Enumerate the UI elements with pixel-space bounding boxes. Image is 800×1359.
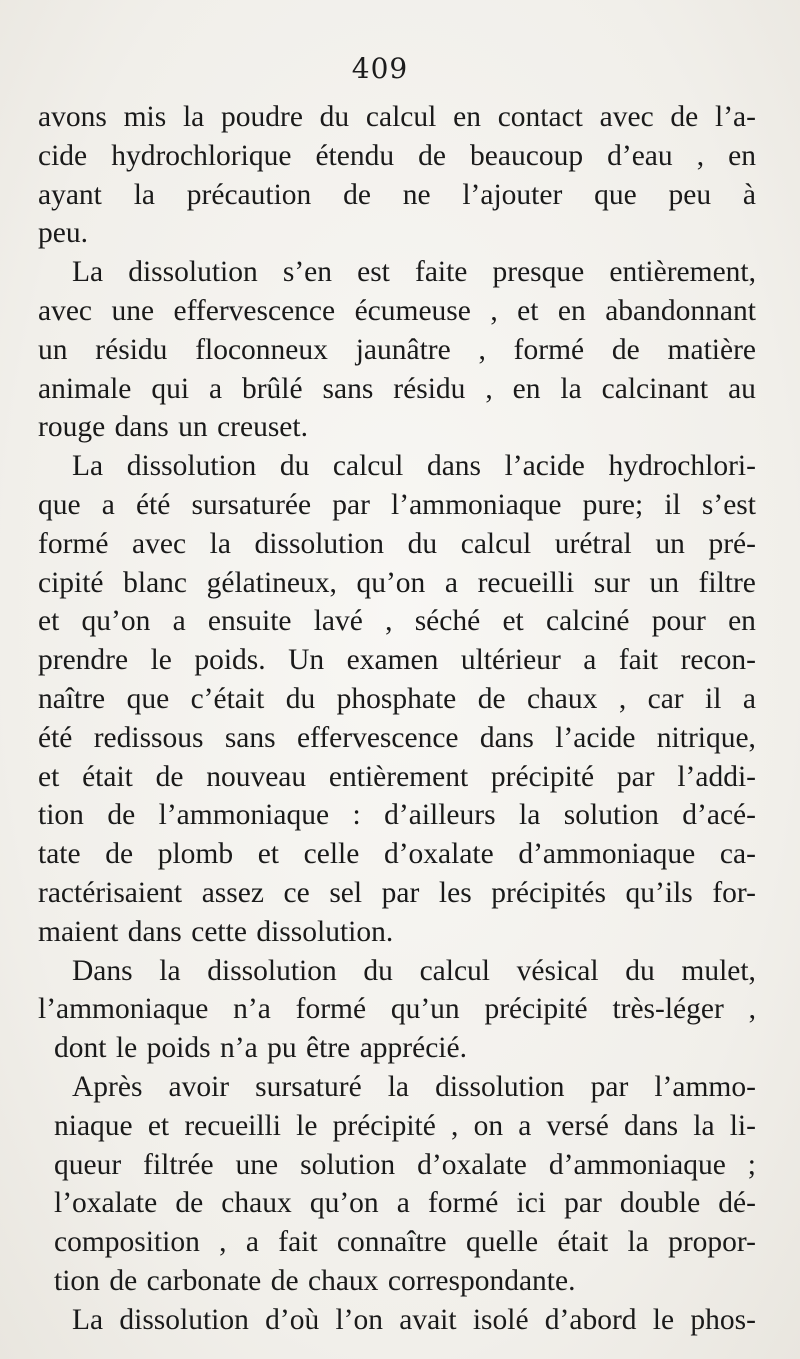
text-line: cide hydrochlorique étendu de beaucoup d’eau , en (38, 139, 756, 172)
body-text (38, 98, 756, 1340)
text-line: prendre le poids. Un examen ultérieur a fait recon- (38, 644, 756, 677)
text-line: animale qui a brûlé sans résidu , en la calcinant au (38, 372, 756, 405)
text-line: naître que c’était du phosphate de chaux , car il a (38, 682, 756, 715)
text-line: La dissolution du calcul dans l’acide hydrochlori- (72, 450, 756, 483)
text-line: été redissous sans effervescence dans l’acide nitrique, (38, 721, 756, 754)
text-line: La dissolution s’en est faite presque entièrement, (72, 256, 756, 289)
text-line: l’oxalate de chaux qu’on a formé ici par double dé- (54, 1187, 756, 1220)
text-line: un résidu floconneux jaunâtre , formé de matière (38, 333, 756, 366)
text-line: rouge dans un creuset. (38, 411, 308, 444)
text-line: Après avoir sursaturé la dissolution par l’ammo- (72, 1070, 756, 1103)
text-line: et qu’on a ensuite lavé , séché et calciné pour en (38, 605, 756, 638)
text-line: composition , a fait connaître quelle était la propor- (54, 1226, 756, 1259)
text-line: cipité blanc gélatineux, qu’on a recueilli sur un filtre (38, 566, 756, 599)
text-line: avec une effervescence écumeuse , et en abandonnant (38, 294, 756, 327)
text-line: peu. (38, 217, 88, 250)
text-line: tion de l’ammoniaque : d’ailleurs la solution d’acé- (38, 799, 756, 832)
text-line: ractérisaient assez ce sel par les précipités qu’ils for- (38, 876, 756, 909)
text-line: que a été sursaturée par l’ammoniaque pure; il s’est (38, 488, 756, 521)
text-line: queur filtrée une solution d’oxalate d’ammoniaque ; (54, 1148, 756, 1181)
text-line: tion de carbonate de chaux correspondante. (54, 1264, 576, 1297)
text-line: tate de plomb et celle d’oxalate d’ammoniaque ca- (38, 838, 756, 871)
text-line: dont le poids n’a pu être apprécié. (54, 1032, 467, 1065)
text-line: avons mis la poudre du calcul en contact avec de l’a- (38, 101, 756, 133)
text-line: formé avec la dissolution du calcul urétral un pré- (38, 527, 756, 560)
text-line: La dissolution d’où l’on avait isolé d’abord le phos- (72, 1303, 756, 1336)
text-line: maient dans cette dissolution. (38, 915, 394, 948)
text-line: niaque et recueilli le précipité , on a versé dans la li- (54, 1109, 756, 1142)
text-line: et était de nouveau entièrement précipité par l’addi- (38, 760, 756, 793)
text-line: l’ammoniaque n’a formé qu’un précipité très-léger , (38, 993, 756, 1026)
page-number: 409 (351, 52, 409, 85)
text-line: Dans la dissolution du calcul vésical du mulet, (72, 954, 756, 987)
text-line: ayant la précaution de ne l’ajouter que peu à (38, 178, 756, 211)
